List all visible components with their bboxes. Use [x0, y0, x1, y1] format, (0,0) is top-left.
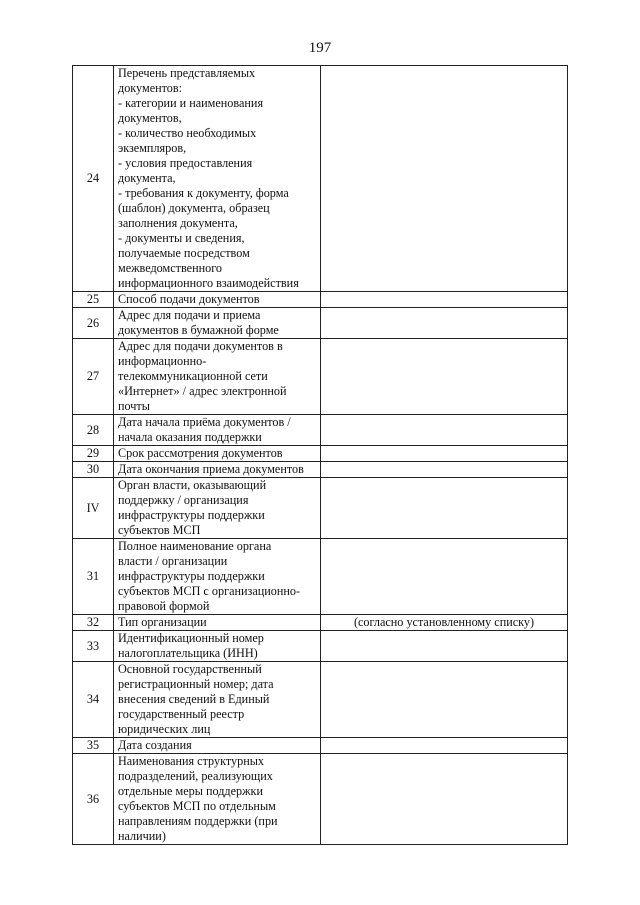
row-value-cell[interactable] [321, 415, 568, 446]
row-label [114, 615, 321, 631]
table-row [73, 446, 568, 462]
row-label-line: документов: [118, 81, 183, 95]
row-label [114, 446, 321, 462]
row-label-line: получаемые посредством [118, 246, 250, 260]
row-label-line: Способ подачи документов [118, 292, 260, 306]
row-label-line: Наименования структурных [118, 754, 264, 768]
row-label-line: «Интернет» / адрес электронной [118, 384, 287, 398]
row-label [114, 308, 321, 339]
row-label-line: - количество необходимых [118, 126, 257, 140]
row-number: 26 [73, 308, 114, 339]
row-number: 33 [73, 631, 114, 662]
row-label-line: Адрес для подачи и приема [118, 308, 261, 322]
table-row [73, 662, 568, 738]
row-label-line: отдельные меры поддержки [118, 784, 263, 798]
row-label-line: инфраструктуры поддержки [118, 569, 265, 583]
table-row [73, 478, 568, 539]
row-label-line: Полное наименование органа [118, 539, 272, 553]
row-number: 29 [73, 446, 114, 462]
table-row [73, 539, 568, 615]
row-label-line: - категории и наименования [118, 96, 264, 110]
row-label-line: Тип организации [118, 615, 207, 629]
row-label-line: государственный реестр [118, 707, 245, 721]
row-number: 25 [73, 292, 114, 308]
row-number: IV [73, 478, 114, 539]
row-label-line: - документы и сведения, [118, 231, 245, 245]
row-label [114, 292, 321, 308]
row-label-line: направлениям поддержки (при [118, 814, 278, 828]
form-table [72, 65, 568, 845]
row-label-line: документов, [118, 111, 182, 125]
table-row [73, 631, 568, 662]
row-label-line: экземпляров, [118, 141, 187, 155]
row-label-line: документов в бумажной форме [118, 323, 279, 337]
row-label-line: заполнения документа, [118, 216, 238, 230]
table-row [73, 754, 568, 845]
row-label-line: субъектов МСП с организационно- [118, 584, 301, 598]
row-number: 28 [73, 415, 114, 446]
row-label-line: начала оказания поддержки [118, 430, 262, 444]
row-number: 36 [73, 754, 114, 845]
row-label-line: субъектов МСП [118, 523, 201, 537]
row-number: 30 [73, 462, 114, 478]
row-label [114, 662, 321, 738]
row-label-line: (шаблон) документа, образец [118, 201, 270, 215]
row-label-line: документа, [118, 171, 176, 185]
row-label [114, 631, 321, 662]
row-value-cell[interactable] [321, 631, 568, 662]
form-table-body [73, 66, 568, 845]
row-label-line: власти / организации [118, 554, 228, 568]
table-row [73, 292, 568, 308]
row-label [114, 478, 321, 539]
row-label-line: Дата создания [118, 738, 192, 752]
row-value-cell[interactable] [321, 292, 568, 308]
row-number: 27 [73, 339, 114, 415]
table-row [73, 738, 568, 754]
row-number: 32 [73, 615, 114, 631]
table-row [73, 415, 568, 446]
row-value-cell[interactable] [321, 308, 568, 339]
row-value-cell[interactable] [321, 446, 568, 462]
row-number: 31 [73, 539, 114, 615]
page-number: 197 [308, 40, 332, 56]
table-row [73, 66, 568, 292]
row-label [114, 539, 321, 615]
row-number: 34 [73, 662, 114, 738]
row-label-line: - условия предоставления [118, 156, 253, 170]
row-label [114, 66, 321, 292]
row-label-line: почты [118, 399, 150, 413]
row-label-line: межведомственного [118, 261, 223, 275]
row-label-line: юридических лиц [118, 722, 211, 736]
row-label-line: - требования к документу, форма [118, 186, 289, 200]
row-value-cell[interactable] [321, 539, 568, 615]
row-number: 24 [73, 66, 114, 292]
row-label-line: субъектов МСП по отдельным [118, 799, 276, 813]
row-number: 35 [73, 738, 114, 754]
row-label-line: Перечень представляемых [118, 66, 256, 80]
row-label [114, 738, 321, 754]
row-value-cell[interactable] [321, 478, 568, 539]
row-value-cell[interactable] [321, 339, 568, 415]
row-value-cell[interactable] [321, 754, 568, 845]
row-label-line: Срок рассмотрения документов [118, 446, 283, 460]
row-value-cell[interactable] [321, 66, 568, 292]
row-label-line: информационно- [118, 354, 207, 368]
row-label-line: Дата начала приёма документов / [118, 415, 291, 429]
row-value-cell[interactable] [321, 462, 568, 478]
row-label-line: поддержку / организация [118, 493, 249, 507]
table-row [73, 462, 568, 478]
row-label-line: Идентификационный номер [118, 631, 264, 645]
row-label-line: внесения сведений в Единый [118, 692, 270, 706]
row-label [114, 754, 321, 845]
row-value-cell[interactable]: (согласно установленному списку) [321, 615, 568, 631]
row-label-line: Орган власти, оказывающий [118, 478, 267, 492]
row-label-line: наличии) [118, 829, 166, 843]
row-label [114, 462, 321, 478]
row-label-line: Дата окончания приема документов [118, 462, 304, 476]
row-value-cell[interactable] [321, 738, 568, 754]
row-label [114, 415, 321, 446]
row-value-cell[interactable] [321, 662, 568, 738]
row-label-line: правовой формой [118, 599, 210, 613]
row-label [114, 339, 321, 415]
table-row [73, 339, 568, 415]
table-row [73, 615, 568, 631]
row-label-line: телекоммуникационной сети [118, 369, 268, 383]
row-label-line: информационного взаимодействия [118, 276, 299, 290]
row-label-line: подразделений, реализующих [118, 769, 273, 783]
row-label-line: Основной государственный [118, 662, 262, 676]
row-label-line: налогоплательщика (ИНН) [118, 646, 258, 660]
row-label-line: инфраструктуры поддержки [118, 508, 265, 522]
row-label-line: Адрес для подачи документов в [118, 339, 283, 353]
row-label-line: регистрационный номер; дата [118, 677, 274, 691]
table-row [73, 308, 568, 339]
